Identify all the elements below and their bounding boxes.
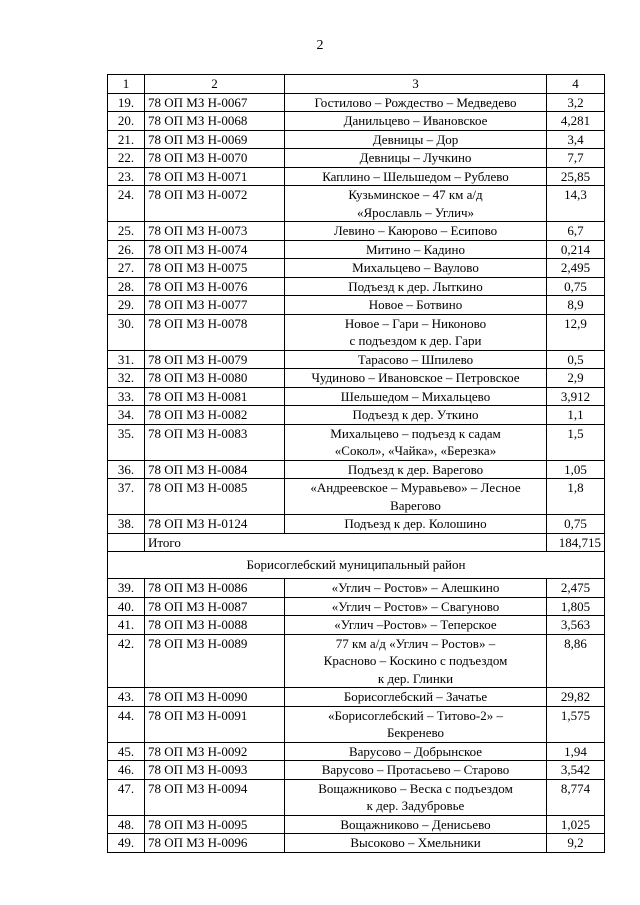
road-name-line: Данильцево – Ивановское (343, 113, 488, 128)
road-length: 3,912 (547, 387, 605, 406)
road-code: 78 ОП МЗ Н-0085 (145, 479, 285, 515)
total-empty-cell (108, 533, 145, 552)
road-code: 78 ОП МЗ Н-0124 (145, 515, 285, 534)
row-number: 35. (108, 424, 145, 460)
table-row (108, 130, 605, 149)
header-cell-number: 1 (108, 75, 145, 94)
road-length: 0,5 (547, 350, 605, 369)
road-name-line: Варегово (390, 497, 441, 513)
road-code: 78 ОП МЗ Н-0079 (145, 350, 285, 369)
table-row (108, 314, 605, 350)
road-name-line: Красново – Коскино с подъездом (323, 653, 508, 668)
road-name-line: «Борисоглебский – Титово-2» – (328, 707, 503, 723)
road-length: 2,475 (547, 579, 605, 598)
row-number: 20. (108, 112, 145, 131)
table-row (108, 296, 605, 315)
row-number: 25. (108, 222, 145, 241)
road-code: 78 ОП МЗ Н-0087 (145, 597, 285, 616)
road-code: 78 ОП МЗ Н-0071 (145, 167, 285, 186)
road-length: 0,75 (547, 277, 605, 296)
road-length: 3,563 (547, 616, 605, 635)
table-row (108, 149, 605, 168)
table-row (108, 834, 605, 853)
road-code: 78 ОП МЗ Н-0074 (145, 240, 285, 259)
road-name (285, 277, 547, 296)
row-number: 19. (108, 93, 145, 112)
table-row (108, 240, 605, 259)
road-code: 78 ОП МЗ Н-0090 (145, 688, 285, 707)
road-code: 78 ОП МЗ Н-0070 (145, 149, 285, 168)
road-name (285, 387, 547, 406)
row-number: 43. (108, 688, 145, 707)
table-row (108, 515, 605, 534)
road-code: 78 ОП МЗ Н-0080 (145, 369, 285, 388)
table-row (108, 259, 605, 278)
row-number: 22. (108, 149, 145, 168)
row-number: 44. (108, 706, 145, 742)
road-name-line: «Углич –Ростов» – Теперское (334, 617, 497, 632)
table-row (108, 634, 605, 688)
road-name (285, 597, 547, 616)
table-row (108, 387, 605, 406)
road-name (285, 240, 547, 259)
section-title: Борисоглебский муниципальный район (108, 552, 605, 579)
road-name-line: 77 км а/д «Углич – Ростов» – (335, 635, 496, 651)
road-length: 3,4 (547, 130, 605, 149)
road-length: 1,94 (547, 742, 605, 761)
road-code: 78 ОП МЗ Н-0091 (145, 706, 285, 742)
road-code: 78 ОП МЗ Н-0084 (145, 460, 285, 479)
road-length: 1,575 (547, 706, 605, 742)
road-length: 25,85 (547, 167, 605, 186)
road-name (285, 112, 547, 131)
row-number: 28. (108, 277, 145, 296)
road-name (285, 222, 547, 241)
row-number: 24. (108, 186, 145, 222)
road-name-line: Шельшедом – Михальцево (340, 388, 491, 404)
row-number: 23. (108, 167, 145, 186)
road-length: 2,495 (547, 259, 605, 278)
road-name-line: «Сокол», «Чайка», «Березка» (334, 443, 497, 458)
road-name-line: Новое – Ботвино (368, 297, 463, 312)
road-length: 1,05 (547, 460, 605, 479)
road-length: 0,75 (547, 515, 605, 534)
road-name-line: Подъезд к дер. Уткино (352, 407, 479, 422)
road-name (285, 579, 547, 598)
road-length: 2,9 (547, 369, 605, 388)
road-name-line: «Углич – Ростов» – Свагуново (331, 598, 500, 614)
road-length: 8,86 (547, 634, 605, 688)
row-number: 36. (108, 460, 145, 479)
row-number: 26. (108, 240, 145, 259)
road-code: 78 ОП МЗ Н-0076 (145, 277, 285, 296)
road-name-line: Вощажниково – Денисьево (340, 816, 491, 832)
road-name-line: Михальцево – подъезд к садам (330, 425, 501, 441)
table-row (108, 350, 605, 369)
road-code: 78 ОП МЗ Н-0082 (145, 406, 285, 425)
row-number: 27. (108, 259, 145, 278)
road-name (285, 834, 547, 853)
road-length: 29,82 (547, 688, 605, 707)
road-name (285, 742, 547, 761)
row-number: 30. (108, 314, 145, 350)
road-length: 8,9 (547, 296, 605, 315)
row-number: 40. (108, 597, 145, 616)
road-name (285, 515, 547, 534)
road-name-line: Новое – Гари – Никоново (344, 315, 487, 331)
road-name (285, 460, 547, 479)
road-length: 14,3 (547, 186, 605, 222)
row-number: 38. (108, 515, 145, 534)
road-name (285, 706, 547, 742)
road-name-line: Девницы – Лучкино (359, 150, 472, 165)
road-length: 1,1 (547, 406, 605, 425)
road-name-line: Девницы – Дор (372, 131, 459, 147)
road-name (285, 186, 547, 222)
header-row (108, 75, 605, 94)
row-number: 39. (108, 579, 145, 598)
road-name (285, 369, 547, 388)
road-code: 78 ОП МЗ Н-0068 (145, 112, 285, 131)
road-name (285, 634, 547, 688)
road-length: 7,7 (547, 149, 605, 168)
road-code: 78 ОП МЗ Н-0073 (145, 222, 285, 241)
road-name (285, 815, 547, 834)
table-row (108, 761, 605, 780)
row-number: 41. (108, 616, 145, 635)
row-number: 49. (108, 834, 145, 853)
table-row (108, 186, 605, 222)
table-row (108, 406, 605, 425)
road-name-line: Вощажниково – Веска с подъездом (318, 780, 513, 796)
row-number: 29. (108, 296, 145, 315)
road-name-line: Гостилово – Рождество – Медведево (314, 94, 517, 110)
road-length: 0,214 (547, 240, 605, 259)
road-name-line: Бекренево (386, 725, 445, 740)
road-length: 6,7 (547, 222, 605, 241)
road-code: 78 ОП МЗ Н-0086 (145, 579, 285, 598)
road-name (285, 296, 547, 315)
road-name (285, 761, 547, 780)
row-number: 45. (108, 742, 145, 761)
road-name-line: Подъезд к дер. Лыткино (348, 278, 483, 294)
road-code: 78 ОП МЗ Н-0075 (145, 259, 285, 278)
table-row (108, 93, 605, 112)
road-name (285, 259, 547, 278)
road-name-line: к дер. Глинки (377, 670, 454, 686)
road-code: 78 ОП МЗ Н-0096 (145, 834, 285, 853)
road-name-line: «Углич – Ростов» – Алешкино (331, 580, 500, 595)
road-name-line: Варусово – Добрынское (348, 743, 483, 759)
road-code: 78 ОП МЗ Н-0081 (145, 387, 285, 406)
road-length: 1,025 (547, 815, 605, 834)
total-value: 184,715 (547, 533, 605, 552)
road-code: 78 ОП МЗ Н-0067 (145, 93, 285, 112)
section-row (108, 552, 605, 579)
road-length: 4,281 (547, 112, 605, 131)
road-name-line: к дер. Задубровье (366, 798, 465, 813)
road-code: 78 ОП МЗ Н-0078 (145, 314, 285, 350)
road-name-line: Кузьминское – 47 км а/д (348, 187, 483, 202)
road-name-line: Подъезд к дер. Варегово (347, 461, 484, 477)
row-number: 34. (108, 406, 145, 425)
row-number: 46. (108, 761, 145, 780)
road-name-line: Левино – Каюрово – Есипово (333, 223, 498, 238)
road-name (285, 688, 547, 707)
road-name (285, 406, 547, 425)
road-code: 78 ОП МЗ Н-0092 (145, 742, 285, 761)
road-code: 78 ОП МЗ Н-0069 (145, 130, 285, 149)
road-name (285, 779, 547, 815)
row-number: 32. (108, 369, 145, 388)
roads-table (107, 74, 605, 853)
table-row (108, 369, 605, 388)
table-row (108, 616, 605, 635)
road-code: 78 ОП МЗ Н-0088 (145, 616, 285, 635)
table-row (108, 742, 605, 761)
table-row (108, 815, 605, 834)
table-row (108, 479, 605, 515)
road-name-line: «Ярославль – Углич» (356, 204, 475, 220)
row-number: 33. (108, 387, 145, 406)
road-code: 78 ОП МЗ Н-0093 (145, 761, 285, 780)
header-cell-code: 2 (145, 75, 285, 94)
row-number: 47. (108, 779, 145, 815)
table-row (108, 277, 605, 296)
road-name (285, 479, 547, 515)
road-length: 1,8 (547, 479, 605, 515)
road-name (285, 314, 547, 350)
road-name-line: «Андреевское – Муравьево» – Лесное (310, 480, 521, 495)
road-name (285, 616, 547, 635)
road-length: 1,5 (547, 424, 605, 460)
road-name-line: Чудиново – Ивановское – Петровское (311, 370, 520, 385)
total-row (108, 533, 605, 552)
row-number: 42. (108, 634, 145, 688)
road-length: 12,9 (547, 314, 605, 350)
roads-table-body (108, 75, 605, 853)
row-number: 48. (108, 815, 145, 834)
road-name-line: Митино – Кадино (366, 241, 465, 257)
row-number: 21. (108, 130, 145, 149)
row-number: 31. (108, 350, 145, 369)
table-row (108, 597, 605, 616)
road-name-line: с подъездом к дер. Гари (349, 333, 482, 348)
road-name-line: Тарасово – Шпилево (357, 351, 474, 367)
road-name (285, 93, 547, 112)
table-row (108, 167, 605, 186)
road-name-line: Варусово – Протасьево – Старово (321, 762, 510, 777)
row-number: 37. (108, 479, 145, 515)
header-cell-name: 3 (285, 75, 547, 94)
table-row (108, 688, 605, 707)
table-row (108, 222, 605, 241)
total-label: Итого (145, 533, 547, 552)
road-name-line: Высоково – Хмельники (350, 835, 481, 850)
road-code: 78 ОП МЗ Н-0089 (145, 634, 285, 688)
table-row (108, 706, 605, 742)
road-code: 78 ОП МЗ Н-0072 (145, 186, 285, 222)
road-length: 3,542 (547, 761, 605, 780)
header-cell-length: 4 (547, 75, 605, 94)
road-name (285, 130, 547, 149)
road-length: 3,2 (547, 93, 605, 112)
road-name-line: Каплино – Шельшедом – Рублево (322, 168, 509, 184)
table-row (108, 424, 605, 460)
road-name-line: Михальцево – Ваулово (352, 260, 479, 275)
road-name (285, 424, 547, 460)
road-name (285, 167, 547, 186)
road-code: 78 ОП МЗ Н-0077 (145, 296, 285, 315)
road-length: 1,805 (547, 597, 605, 616)
road-length: 8,774 (547, 779, 605, 815)
road-code: 78 ОП МЗ Н-0094 (145, 779, 285, 815)
road-name (285, 149, 547, 168)
road-name (285, 350, 547, 369)
road-code: 78 ОП МЗ Н-0095 (145, 815, 285, 834)
table-row (108, 579, 605, 598)
table-row (108, 460, 605, 479)
road-name-line: Борисоглебский – Зачатье (343, 689, 488, 704)
road-length: 9,2 (547, 834, 605, 853)
table-row (108, 779, 605, 815)
page-number: 2 (316, 38, 324, 53)
road-code: 78 ОП МЗ Н-0083 (145, 424, 285, 460)
road-name-line: Подъезд к дер. Колошино (344, 516, 487, 531)
table-row (108, 112, 605, 131)
